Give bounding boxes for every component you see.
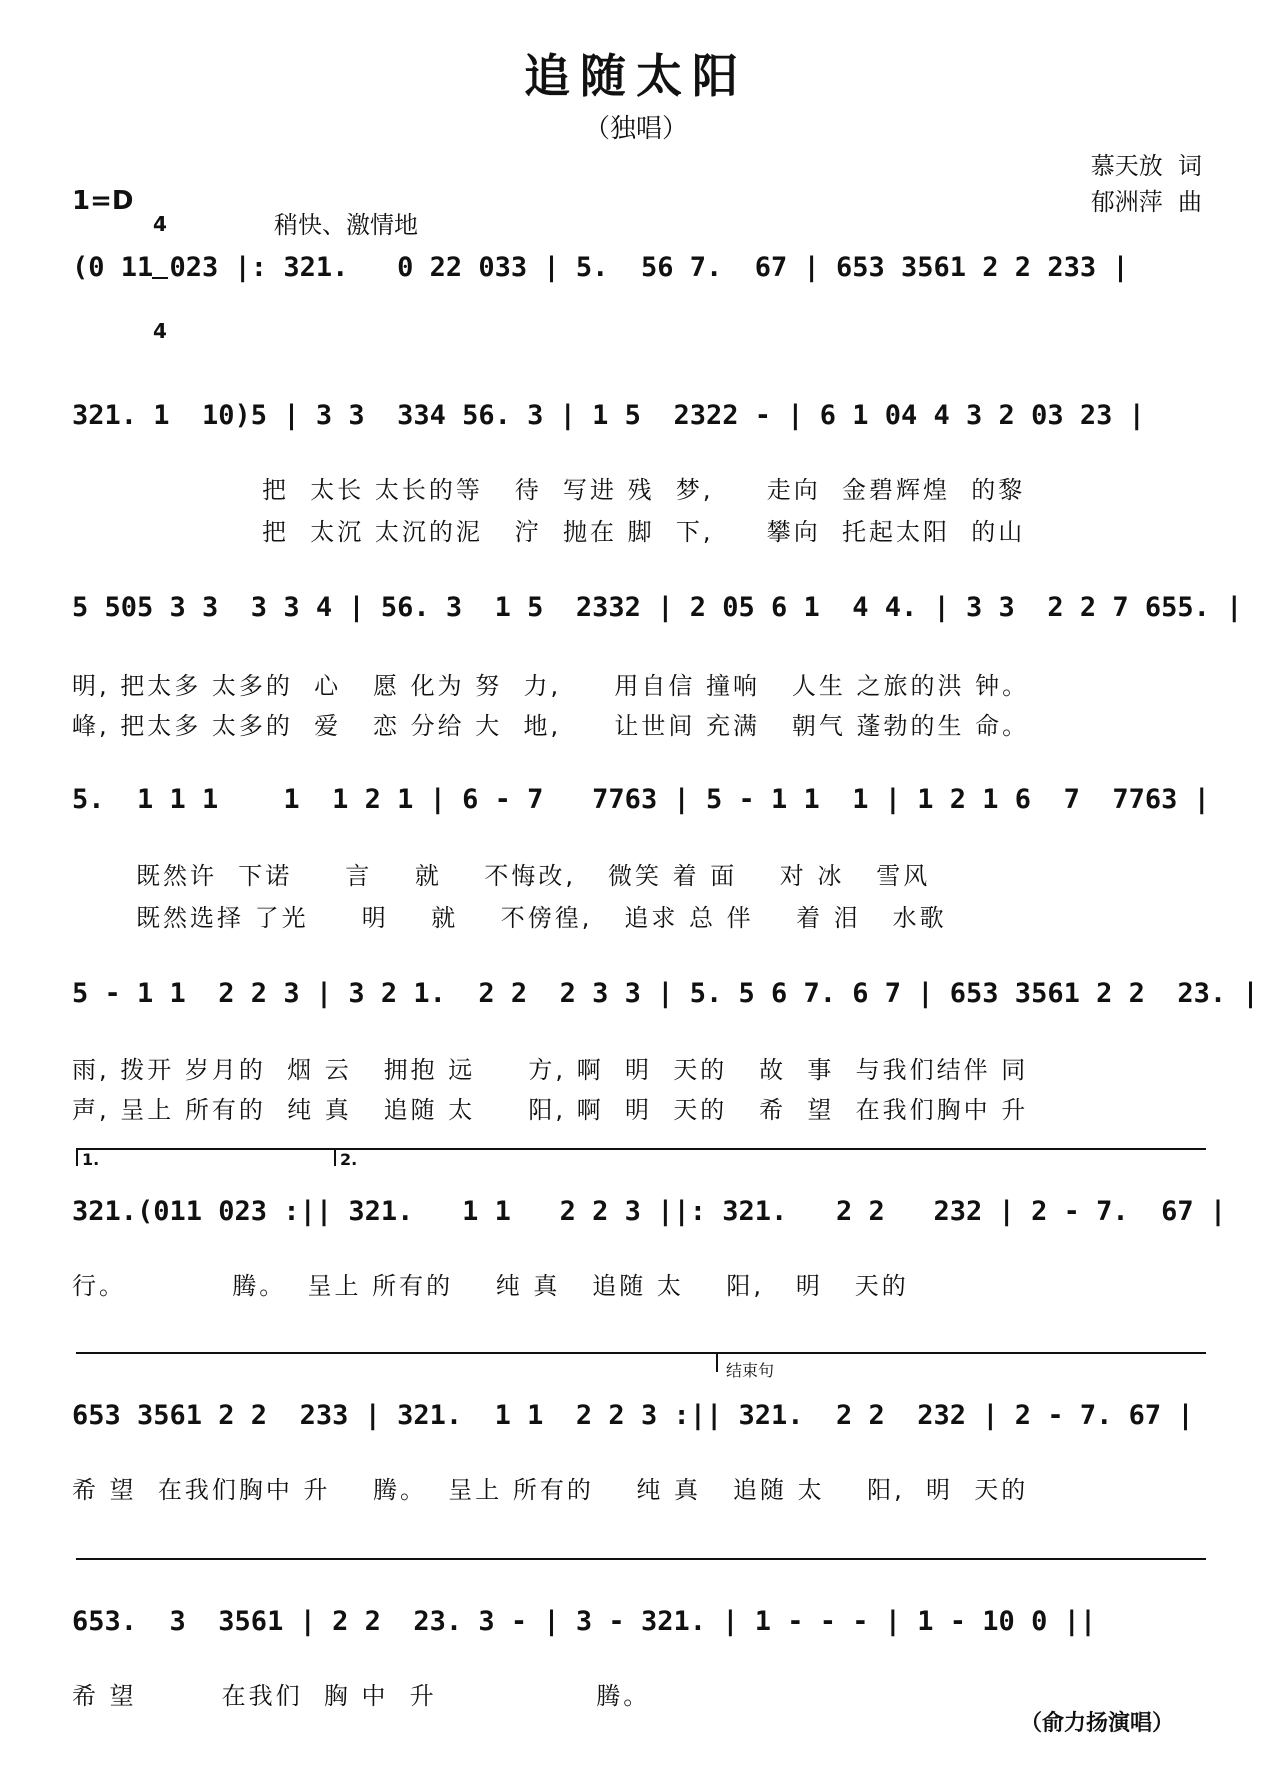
system-6-lyric-1: 行。 腾。 呈上 所有的 纯 真 追随 太 阳, 明 天的 [72, 1272, 909, 1300]
system-5-lyric-2: 声, 呈上 所有的 纯 真 追随 太 阳, 啊 明 天的 希 望 在我们胸中 升 [72, 1096, 1029, 1124]
ending-hook [716, 1352, 718, 1372]
volta-1-label: 1. [82, 1150, 100, 1169]
system-7-notes: 653 3561 2 2 233 | 321. 1 1 2 2 3 :|| 321. 2 2 232 | 2 - 7. 67 | [72, 1400, 1194, 1431]
system-5-notes: 5 - 1 1 2 2 3 | 3 2 1. 2 2 2 3 3 | 5. 5 6 7. 6 7 | 653 3561 2 2 23. | [72, 978, 1259, 1009]
system-1-notes: (0 11 023 |: 321. 0 22 033 | 5. 56 7. 67 | 653 3561 2 2 233 | [72, 252, 1129, 283]
song-subtitle: （独唱） [583, 114, 688, 144]
system-4-lyric-1: 既然许 下诺 言 就 不悔改, 微笑 着 面 对 冰 雪风 [136, 862, 931, 890]
system-6-notes: 321.(011 023 :|| 321. 1 1 2 2 3 ||: 321. 2 2 232 | 2 - 7. 67 | [72, 1196, 1227, 1227]
slur-line [76, 1558, 1206, 1560]
system-4-notes: 5. 1 1 1 1 1 2 1 | 6 - 7 7763 | 5 - 1 1 1 | 1 2 1 6 7 7763 | [72, 784, 1210, 815]
system-2-lyric-1: 把 太长 太长的等 待 写进 残 梦, 走向 金碧辉煌 的黎 [262, 476, 1026, 504]
system-3-notes: 5 505 3 3 3 3 4 | 56. 3 1 5 2332 | 2 05 6 1 4 4. | 3 3 2 2 7 655. | [72, 592, 1243, 623]
system-4-lyric-2: 既然选择 了光 明 就 不傍徨, 追求 总 伴 着 泪 水歌 [136, 904, 947, 932]
song-title: 追随太阳 [524, 49, 748, 103]
key-signature: 1=D [72, 186, 134, 216]
system-7-lyric-1: 希 望 在我们胸中 升 腾。 呈上 所有的 纯 真 追随 太 阳, 明 天的 [72, 1476, 1029, 1504]
ending-label: 结束句 [726, 1361, 775, 1380]
ending-bracket-line [76, 1352, 1206, 1354]
volta-1-hook [76, 1148, 78, 1166]
system-8-notes: 653. 3 3561 | 2 2 23. 3 - | 3 - 321. | 1 - - - | 1 - 10 0 || [72, 1606, 1097, 1637]
system-5-lyric-1: 雨, 拨开 岁月的 烟 云 拥抱 远 方, 啊 明 天的 故 事 与我们结伴 同 [72, 1056, 1029, 1084]
composer-credit: 郁洲萍 曲 [1090, 188, 1202, 216]
performer-note: （俞力扬演唱） [1020, 1711, 1175, 1736]
lyricist-credit: 慕天放 词 [1090, 152, 1202, 180]
volta-2-label: 2. [340, 1150, 358, 1169]
meter-bottom: 4 [153, 319, 167, 343]
system-3-lyric-2: 峰, 把太多 太多的 爱 恋 分给 大 地, 让世间 充满 朝气 蓬勃的生 命。 [72, 712, 1030, 740]
volta-bracket-line [76, 1148, 1206, 1150]
tempo-marking: 稍快、激情地 [274, 211, 418, 239]
system-8-lyric-1: 希 望 在我们 胸 中 升 腾。 [72, 1682, 651, 1710]
system-2-lyric-2: 把 太沉 太沉的泥 泞 抛在 脚 下, 攀向 托起太阳 的山 [262, 518, 1026, 546]
meter-top: 4 [153, 212, 167, 236]
system-2-notes: 321. 1 10)5 | 3 3 334 56. 3 | 1 5 2322 - | 6 1 04 4 3 2 03 23 | [72, 400, 1145, 431]
system-3-lyric-1: 明, 把太多 太多的 心 愿 化为 努 力, 用自信 撞响 人生 之旅的洪 钟。 [72, 672, 1030, 700]
volta-2-hook [334, 1148, 336, 1166]
